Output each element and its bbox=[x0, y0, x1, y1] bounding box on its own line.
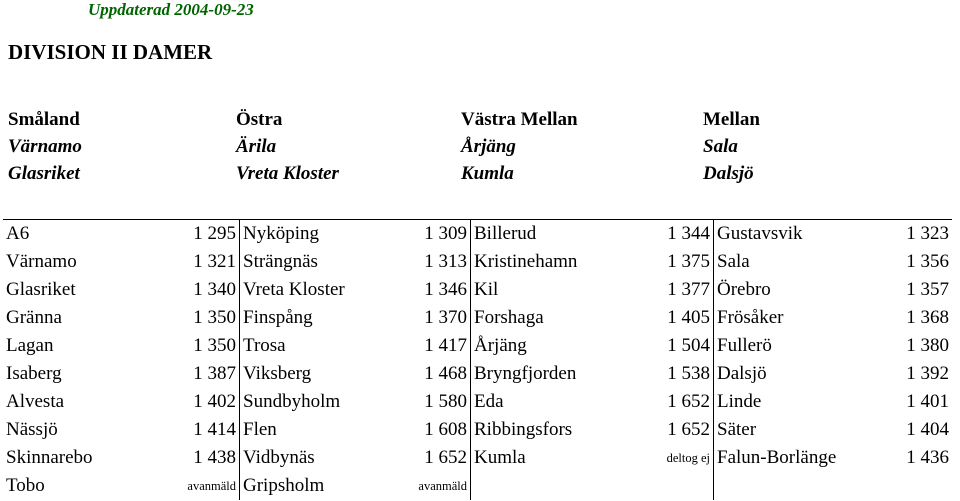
team-name: Sala bbox=[717, 251, 750, 272]
team-name: Flen bbox=[243, 419, 277, 440]
team-score: 1 436 bbox=[906, 447, 949, 468]
team-name: Nässjö bbox=[6, 419, 58, 440]
region-name: Småland bbox=[8, 109, 80, 130]
page-title: DIVISION II DAMER bbox=[8, 40, 213, 64]
team-score: 1 346 bbox=[396, 276, 471, 304]
team-name: Eda bbox=[474, 391, 504, 412]
team-score: 1 652 bbox=[617, 388, 714, 416]
team-score: 1 468 bbox=[396, 360, 471, 388]
region-name: Mellan bbox=[703, 109, 760, 130]
team-score bbox=[900, 472, 952, 500]
region-second: Glasriket bbox=[8, 163, 80, 184]
team-name bbox=[714, 472, 901, 500]
region-name: Västra Mellan bbox=[461, 109, 578, 130]
team-score: 1 417 bbox=[396, 332, 471, 360]
team-name: Kristinehamn bbox=[474, 251, 578, 272]
team-score: 1 309 bbox=[396, 220, 471, 249]
team-name: Årjäng bbox=[474, 335, 527, 356]
team-score: avanmäld bbox=[396, 472, 471, 500]
team-name: Gustavsvik bbox=[714, 220, 901, 249]
team-name: Fullerö bbox=[717, 335, 772, 356]
team-name: Dalsjö bbox=[717, 363, 767, 384]
updated-date: Uppdaterad 2004-09-23 bbox=[88, 0, 254, 19]
team-name: Nyköping bbox=[240, 220, 397, 249]
team-name: Kil bbox=[474, 279, 499, 300]
team-name: Örebro bbox=[717, 279, 771, 300]
team-name: Vreta Kloster bbox=[243, 279, 345, 300]
team-score: 1 387 bbox=[179, 360, 240, 388]
team-score: 1 295 bbox=[179, 220, 240, 249]
region-header-vastra-mellan bbox=[461, 106, 578, 187]
region-second: Dalsjö bbox=[703, 163, 754, 184]
team-name: Frösåker bbox=[717, 307, 784, 328]
team-score: 1 652 bbox=[396, 444, 471, 472]
table-row bbox=[3, 332, 952, 360]
team-score: 1 370 bbox=[396, 304, 471, 332]
table-row bbox=[3, 416, 952, 444]
region-header-smaland bbox=[8, 106, 82, 187]
team-name: Billerud bbox=[471, 220, 618, 249]
team-name: Vidbynäs bbox=[243, 447, 315, 468]
team-score: 1 313 bbox=[396, 248, 471, 276]
team-score: 1 323 bbox=[900, 220, 952, 249]
team-score: 1 414 bbox=[179, 416, 240, 444]
team-score: 1 438 bbox=[179, 444, 240, 472]
table-row bbox=[3, 220, 952, 249]
region-first: Ärila bbox=[236, 136, 277, 157]
team-score bbox=[617, 472, 714, 500]
table-row bbox=[3, 388, 952, 416]
table-row bbox=[3, 276, 952, 304]
team-name: Linde bbox=[717, 391, 762, 412]
team-score: 1 380 bbox=[906, 335, 949, 356]
region-header-ostra bbox=[236, 106, 339, 187]
team-name: Lagan bbox=[6, 335, 54, 356]
team-score: 1 375 bbox=[617, 248, 714, 276]
team-score: 1 344 bbox=[617, 220, 714, 249]
team-name bbox=[471, 472, 618, 500]
team-name: Isaberg bbox=[6, 363, 62, 384]
team-name: Forshaga bbox=[474, 307, 544, 328]
table-row bbox=[3, 304, 952, 332]
team-name: Finspång bbox=[243, 307, 313, 328]
team-score: deltog ej bbox=[617, 444, 714, 472]
team-score: 1 652 bbox=[617, 416, 714, 444]
region-first: Sala bbox=[703, 136, 738, 157]
team-score: 1 368 bbox=[906, 307, 949, 328]
team-score: 1 350 bbox=[179, 304, 240, 332]
team-score: 1 402 bbox=[179, 388, 240, 416]
team-name: Kumla bbox=[474, 447, 526, 468]
team-score: 1 392 bbox=[906, 363, 949, 384]
table-row bbox=[3, 472, 952, 500]
team-name: Värnamo bbox=[6, 251, 77, 272]
table-row bbox=[3, 248, 952, 276]
team-score: 1 404 bbox=[906, 419, 949, 440]
team-name: Glasriket bbox=[6, 279, 76, 300]
team-name: Skinnarebo bbox=[6, 447, 93, 468]
team-name: Falun-Borlänge bbox=[717, 447, 837, 468]
region-second: Vreta Kloster bbox=[236, 163, 339, 184]
team-score: 1 405 bbox=[617, 304, 714, 332]
team-name: Alvesta bbox=[6, 391, 65, 412]
team-name: Gripsholm bbox=[243, 475, 325, 496]
team-score: 1 401 bbox=[906, 391, 949, 412]
team-score: 1 321 bbox=[179, 248, 240, 276]
team-name: Strängnäs bbox=[243, 251, 318, 272]
region-first: Årjäng bbox=[461, 136, 516, 157]
team-score: 1 340 bbox=[179, 276, 240, 304]
team-score: 1 504 bbox=[617, 332, 714, 360]
team-name: Gränna bbox=[6, 307, 62, 328]
team-score: 1 356 bbox=[906, 251, 949, 272]
team-score: 1 580 bbox=[396, 388, 471, 416]
table-row bbox=[3, 444, 952, 472]
region-name: Östra bbox=[236, 109, 283, 130]
table-row bbox=[3, 360, 952, 388]
team-name: Säter bbox=[717, 419, 757, 440]
team-name: Viksberg bbox=[243, 363, 312, 384]
region-second: Kumla bbox=[461, 163, 514, 184]
region-first: Värnamo bbox=[8, 136, 82, 157]
team-name: Ribbingsfors bbox=[474, 419, 573, 440]
team-score: 1 357 bbox=[906, 279, 949, 300]
results-table bbox=[3, 219, 952, 500]
team-name: Tobo bbox=[6, 475, 45, 496]
team-name: Trosa bbox=[243, 335, 286, 356]
region-header-mellan bbox=[703, 106, 760, 187]
team-name: Sundbyholm bbox=[243, 391, 341, 412]
team-score: 1 608 bbox=[396, 416, 471, 444]
team-score: 1 538 bbox=[617, 360, 714, 388]
team-score: avanmäld bbox=[179, 472, 240, 500]
team-score: 1 350 bbox=[179, 332, 240, 360]
team-name: Bryngfjorden bbox=[474, 363, 577, 384]
team-name: A6 bbox=[3, 220, 179, 249]
team-score: 1 377 bbox=[617, 276, 714, 304]
